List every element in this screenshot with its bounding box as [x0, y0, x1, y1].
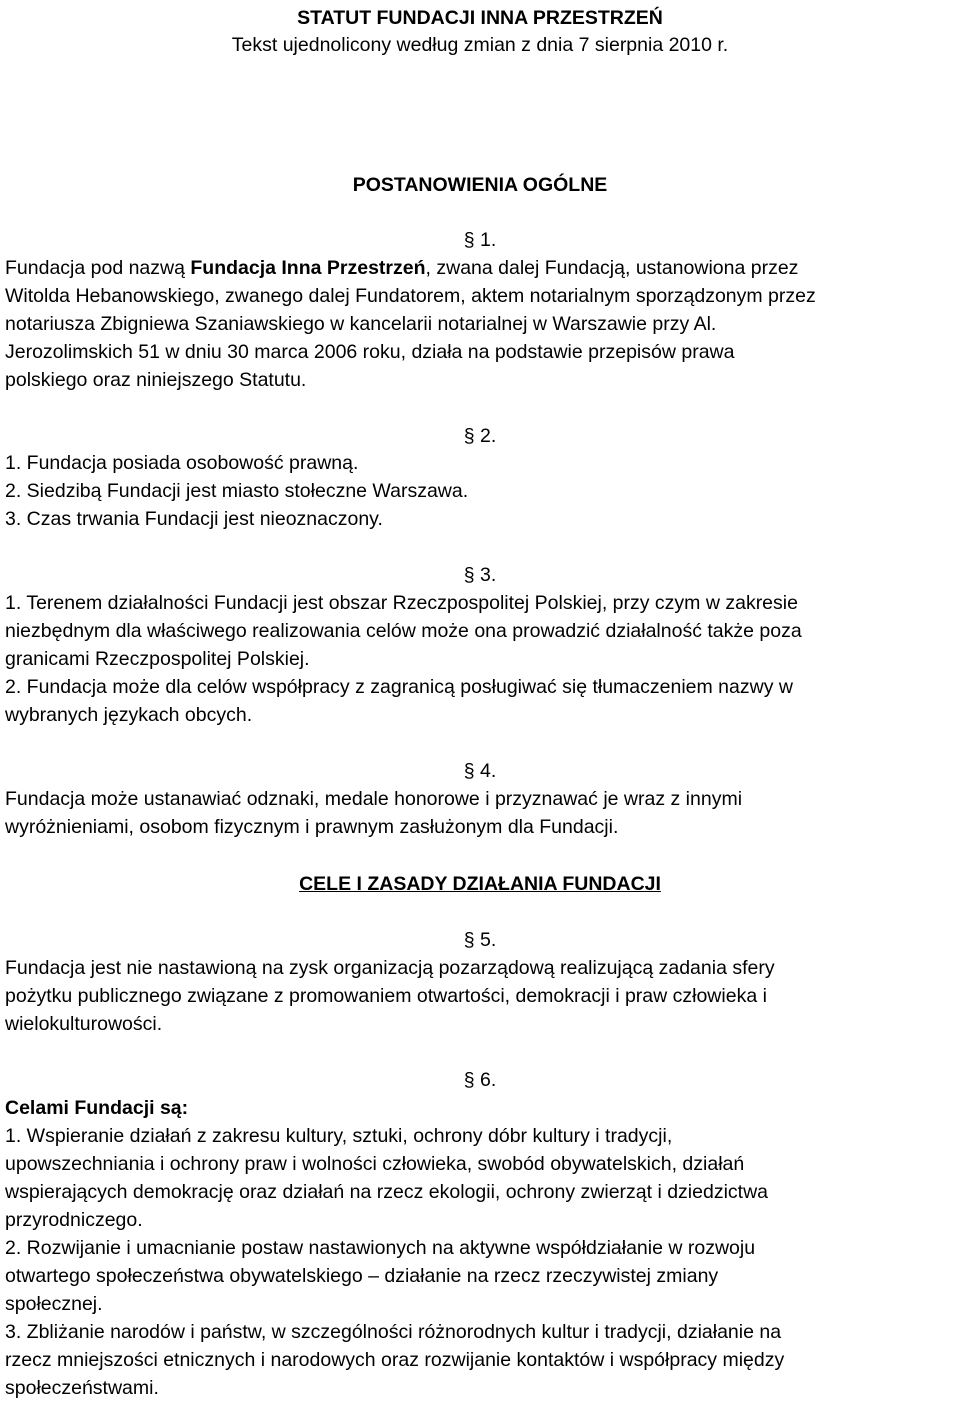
paragraph-line: przyrodniczego. — [5, 1209, 143, 1231]
paragraph-line: polskiego oraz niniejszego Statutu. — [5, 369, 307, 391]
paragraph-line: pożytku publicznego związane z promowaniem otwartości, demokracji i praw człowieka i — [5, 985, 767, 1007]
paragraph-line: wybranych językach obcych. — [5, 704, 253, 726]
subheading: Celami Fundacji są: — [5, 1097, 189, 1119]
chapter-heading: POSTANOWIENIA OGÓLNE — [352, 174, 608, 196]
paragraph-line: Fundacja pod nazwą Fundacja Inna Przestrzeń, zwana dalej Fundacją, ustanowiona przez — [5, 257, 799, 279]
paragraph-line: społeczeństwami. — [5, 1377, 159, 1399]
section-label: § 4. — [463, 760, 497, 782]
document-subtitle: Tekst ujednolicony według zmian z dnia 7 sierpnia 2010 r. — [231, 34, 729, 56]
paragraph-line: Fundacja jest nie nastawioną na zysk organizacją pozarządową realizującą zadania sfery — [5, 957, 775, 979]
section-label: § 3. — [463, 564, 497, 586]
section-label: § 6. — [463, 1069, 497, 1091]
paragraph-line: granicami Rzeczpospolitej Polskiej. — [5, 648, 310, 670]
paragraph-line: społecznej. — [5, 1293, 103, 1315]
section-label: § 1. — [463, 229, 497, 251]
paragraph-line: Jerozolimskich 51 w dniu 30 marca 2006 roku, działa na podstawie przepisów prawa — [5, 341, 735, 363]
paragraph-line: niezbędnym dla właściwego realizowania celów może ona prowadzić działalność także poza — [5, 620, 802, 642]
section-label: § 5. — [463, 929, 497, 951]
paragraph-line: 2. Fundacja może dla celów współpracy z zagranicą posługiwać się tłumaczeniem nazwy w — [5, 676, 793, 698]
chapter-heading: CELE I ZASADY DZIAŁANIA FUNDACJI — [299, 873, 661, 895]
section-label: § 2. — [463, 425, 497, 447]
paragraph-line: wielokulturowości. — [5, 1013, 163, 1035]
paragraph-line: Witolda Hebanowskiego, zwanego dalej Fundatorem, aktem notarialnym sporządzonym przez — [5, 285, 816, 307]
paragraph-line: wyróżnieniami, osobom fizycznym i prawnym zasłużonym dla Fundacji. — [5, 816, 619, 838]
paragraph-line: wspierających demokrację oraz działań na rzecz ekologii, ochrony zwierząt i dziedzictwa — [5, 1181, 769, 1203]
paragraph-line: 1. Fundacja posiada osobowość prawną. — [5, 452, 359, 474]
paragraph-line: notariusza Zbigniewa Szaniawskiego w kancelarii notarialnej w Warszawie przy Al. — [5, 313, 717, 335]
paragraph-line: 3. Zbliżanie narodów i państw, w szczególności różnorodnych kultur i tradycji, działanie na — [5, 1321, 782, 1343]
paragraph-line: otwartego społeczeństwa obywatelskiego – działanie na rzecz rzeczywistej zmiany — [5, 1265, 719, 1287]
paragraph-line: 3. Czas trwania Fundacji jest nieoznaczony. — [5, 508, 383, 530]
paragraph-line: Fundacja może ustanawiać odznaki, medale honorowe i przyznawać je wraz z innymi — [5, 788, 743, 810]
paragraph-line: 1. Terenem działalności Fundacji jest obszar Rzeczpospolitej Polskiej, przy czym w zakresie — [5, 592, 798, 614]
paragraph-line: rzecz mniejszości etnicznych i narodowych oraz rozwijanie kontaktów i współpracy między — [5, 1349, 785, 1371]
paragraph-line: upowszechniania i ochrony praw i wolności człowieka, swobód obywatelskich, działań — [5, 1153, 745, 1175]
paragraph-line: 2. Rozwijanie i umacnianie postaw nastawionych na aktywne współdziałanie w rozwoju — [5, 1237, 756, 1259]
paragraph-line: 2. Siedzibą Fundacji jest miasto stołeczne Warszawa. — [5, 480, 469, 502]
paragraph-line: 1. Wspieranie działań z zakresu kultury, sztuki, ochrony dóbr kultury i tradycji, — [5, 1125, 673, 1147]
document-title: STATUT FUNDACJI INNA PRZESTRZEŃ — [297, 7, 663, 29]
